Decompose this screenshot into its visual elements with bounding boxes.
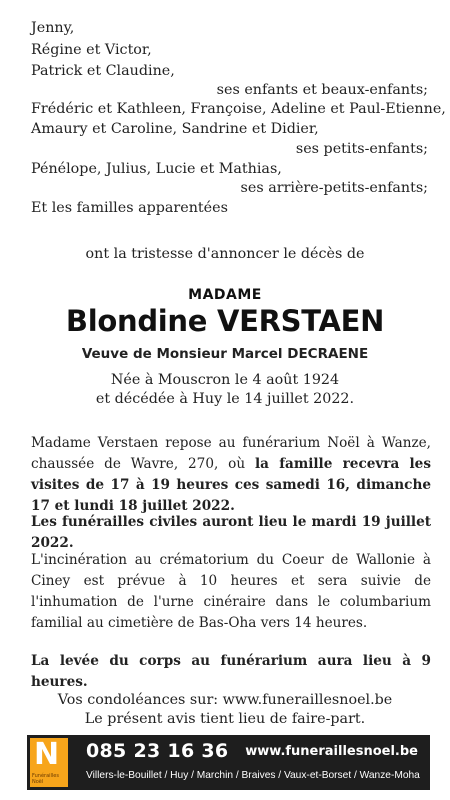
family-role: ses arrière-petits-enfants; — [240, 180, 428, 196]
funeral-paragraph: Les funérailles civiles auront lieu le mardi 19 juillet 2022. — [31, 514, 431, 551]
birth-line: Née à Mouscron le 4 août 1924 — [110, 372, 340, 388]
deceased-title: MADAME — [188, 287, 262, 303]
family-line: Jenny, — [31, 20, 75, 36]
cremation-paragraph: L'incinération au crématorium du Coeur de Wallonie à Ciney est prévue à 10 heures et sera suivie de l'inhumation de l'urne cinéraire dans le columbarium familial au cimetière de Bas-Oha vers 14 heures. — [31, 552, 431, 631]
towns-list: Villers-le-Bouillet / Huy / Marchin / Braives / Vaux-et-Borset / Wanze-Moha — [86, 770, 420, 781]
phone-number: 085 23 16 36 — [86, 740, 229, 762]
logo-letter: N — [34, 738, 60, 772]
death-line: et décédée à Huy le 14 juillet 2022. — [95, 391, 355, 407]
notice-line: Le présent avis tient lieu de faire-part. — [84, 711, 366, 727]
family-line: Régine et Victor, — [31, 42, 152, 58]
funeral-home-banner — [27, 735, 430, 790]
family-line: Patrick et Claudine, — [31, 63, 175, 79]
visits-bold-text: la famille recevra les visites de 17 à 19 heures ces samedi 16, dimanche 17 et lundi 18 juillet 2022. — [31, 456, 431, 514]
visits-paragraph — [31, 433, 431, 517]
funeral-home-logo — [30, 738, 68, 787]
family-line: Et les familles apparentées — [31, 200, 228, 216]
widow-line: Veuve de Monsieur Marcel DECRAENE — [81, 346, 369, 362]
levee-paragraph: La levée du corps au funérarium aura lieu à 9 heures. — [31, 653, 431, 690]
condolences-line: Vos condoléances sur: www.funeraillesnoel.be — [57, 692, 393, 708]
deceased-name: Blondine VERSTAEN — [65, 304, 385, 338]
family-role: ses petits-enfants; — [295, 141, 428, 157]
family-line: Amaury et Caroline, Sandrine et Didier, — [31, 121, 319, 137]
announcement: ont la tristesse d'annoncer le décès de — [85, 246, 365, 262]
family-role: ses enfants et beaux-enfants; — [216, 82, 428, 98]
logo-text: Funérailles Noël — [32, 773, 59, 785]
visits-text: Madame Verstaen repose au funérarium Noël à Wanze, chaussée de Wavre, 270, où — [31, 435, 431, 472]
family-line: Frédéric et Kathleen, Françoise, Adeline et Paul-Etienne, — [31, 101, 446, 117]
website-link: www.funeraillesnoel.be — [245, 744, 418, 759]
family-line: Pénélope, Julius, Lucie et Mathias, — [31, 161, 282, 177]
